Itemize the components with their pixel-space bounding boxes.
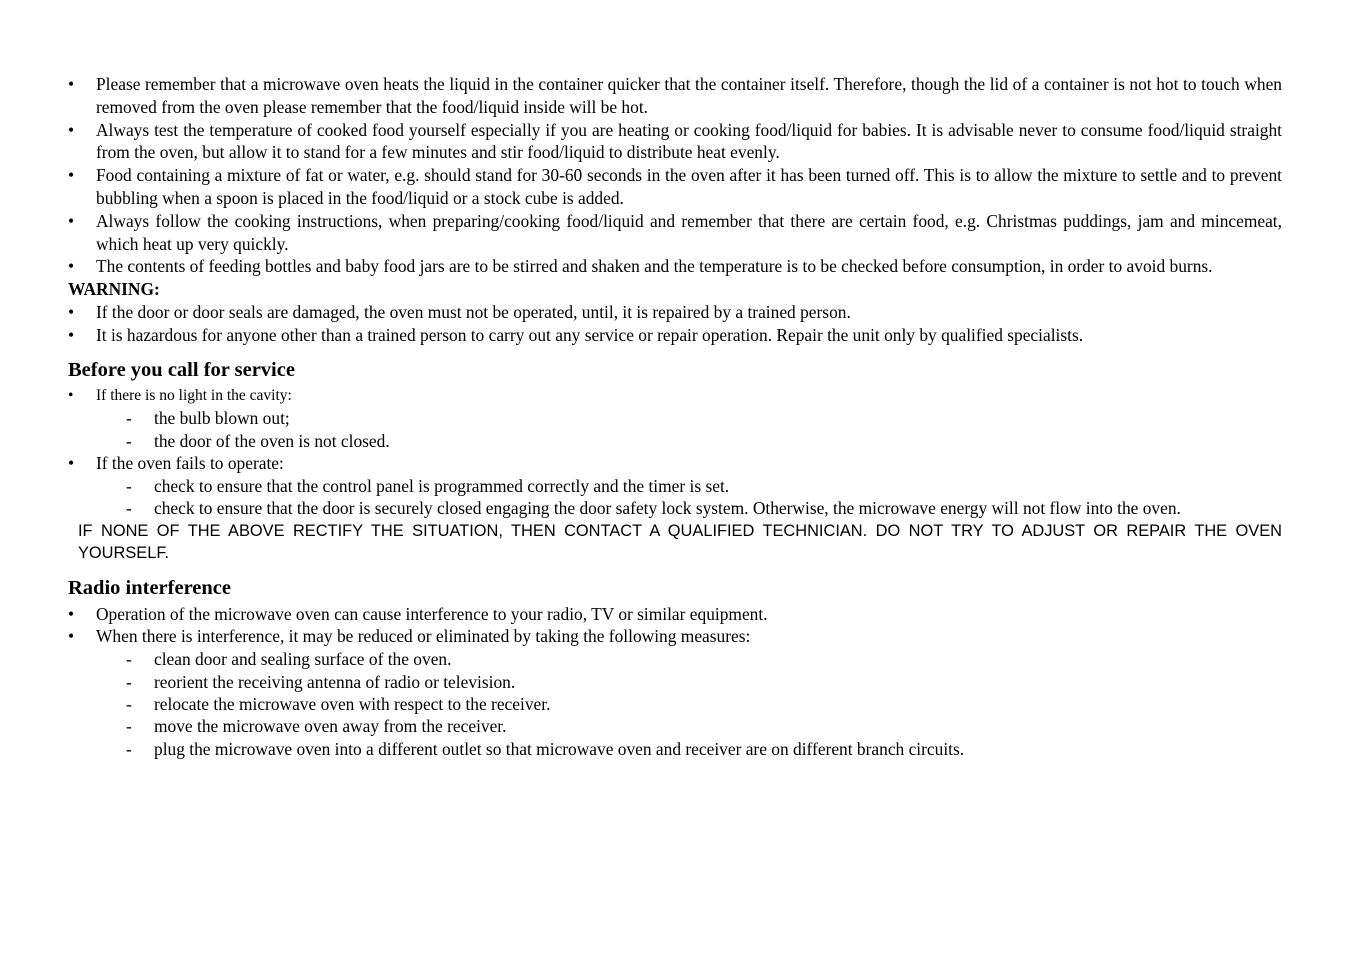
warning-label: WARNING: bbox=[68, 279, 160, 300]
bullet-text: The contents of feeding bottles and baby food jars are to be stirred and shaken and the temperature is to be checked before consumption, in order to avoid burns. bbox=[96, 256, 1213, 277]
bullet-item bbox=[68, 73, 1282, 119]
bullet-text: If there is no light in the cavity: bbox=[96, 386, 292, 404]
bullet-icon bbox=[68, 385, 80, 408]
bullet-text: Food containing a mixture of fat or water, e.g. should stand for 30-60 seconds in the oven after it has been turned off. This is to allow the mixture to settle and to prevent bubbling when a spoon is placed in the food/liquid or a stock cube is added. bbox=[96, 165, 1282, 208]
service-bullet-list bbox=[68, 452, 1282, 475]
bullet-icon bbox=[68, 301, 80, 324]
dash-icon bbox=[126, 715, 132, 737]
sub-item bbox=[126, 693, 1282, 715]
service-bullet-list bbox=[68, 385, 1282, 408]
sub-item-text: reorient the receiving antenna of radio or television. bbox=[154, 671, 516, 692]
bullet-item bbox=[68, 452, 1282, 475]
bullet-icon bbox=[68, 603, 80, 626]
bullet-item bbox=[68, 119, 1282, 165]
warning-bullet-list bbox=[68, 301, 1282, 347]
bullet-text: Always follow the cooking instructions, when preparing/cooking food/liquid and remember that there are certain food, e.g. Christmas puddings, jam and mincemeat, which heat up very quickly. bbox=[96, 210, 1282, 254]
sub-list bbox=[68, 407, 1282, 452]
bullet-icon bbox=[68, 625, 80, 648]
bullet-text: Operation of the microwave oven can cause interference to your radio, TV or similar equipment. bbox=[96, 603, 768, 624]
document-page bbox=[68, 73, 1282, 760]
dash-icon bbox=[126, 407, 132, 429]
service-heading: Before you call for service bbox=[68, 358, 295, 381]
bullet-text: It is hazardous for anyone other than a trained person to carry out any service or repair operation. Repair the unit only by qualified specialists. bbox=[96, 324, 1084, 345]
sub-item-text: check to ensure that the door is securely closed engaging the door safety lock system. Otherwise, the microwave energy will not flow into the oven. bbox=[154, 498, 1181, 519]
radio-bullet-list bbox=[68, 603, 1282, 649]
sub-item-text: clean door and sealing surface of the oven. bbox=[154, 649, 452, 670]
measures-list bbox=[68, 648, 1282, 760]
sub-item-text: move the microwave oven away from the receiver. bbox=[154, 716, 507, 737]
sub-item-text: plug the microwave oven into a different outlet so that microwave oven and receiver are on different branch circuits. bbox=[154, 738, 965, 759]
bullet-item bbox=[68, 324, 1282, 347]
dash-icon bbox=[126, 430, 132, 452]
dash-icon bbox=[126, 475, 132, 497]
dash-icon bbox=[126, 671, 132, 693]
dash-icon bbox=[126, 497, 132, 519]
bullet-item bbox=[68, 625, 1282, 648]
bullet-icon bbox=[68, 324, 80, 347]
sub-item-text: the door of the oven is not closed. bbox=[154, 430, 390, 451]
bullet-item bbox=[68, 164, 1282, 210]
sub-item bbox=[126, 715, 1282, 737]
bullet-item bbox=[68, 210, 1282, 256]
sub-item-text: relocate the microwave oven with respect to the receiver. bbox=[154, 694, 551, 714]
sub-item-text: check to ensure that the control panel is programmed correctly and the timer is set. bbox=[154, 475, 730, 496]
bullet-icon bbox=[68, 164, 80, 187]
sub-item-text: the bulb blown out; bbox=[154, 408, 290, 429]
bullet-icon bbox=[68, 119, 80, 142]
bullet-item bbox=[68, 385, 1282, 408]
sub-item bbox=[126, 648, 1282, 670]
radio-heading: Radio interference bbox=[68, 576, 231, 599]
sub-item bbox=[126, 497, 1282, 519]
bullet-icon bbox=[68, 255, 80, 278]
sub-item bbox=[126, 407, 1282, 429]
bullet-item bbox=[68, 301, 1282, 324]
bullet-icon bbox=[68, 73, 80, 96]
sub-item bbox=[126, 475, 1282, 497]
bullet-text: If the door or door seals are damaged, the oven must not be operated, until, it is repaired by a trained person. bbox=[96, 301, 851, 322]
bullet-icon bbox=[68, 452, 80, 475]
safety-bullet-list bbox=[68, 73, 1282, 278]
bullet-item bbox=[68, 255, 1282, 278]
sub-list bbox=[68, 475, 1282, 520]
dash-icon bbox=[126, 693, 132, 715]
bullet-text: When there is interference, it may be reduced or eliminated by taking the following measures: bbox=[96, 626, 751, 647]
dash-icon bbox=[126, 738, 132, 760]
technician-notice: IF NONE OF THE ABOVE RECTIFY THE SITUATION, THEN CONTACT A QUALIFIED TECHNICIAN. DO NOT TRY TO ADJUST OR REPAIR THE OVEN YOURSELF. bbox=[78, 521, 1282, 563]
bullet-item bbox=[68, 603, 1282, 626]
sub-item bbox=[126, 671, 1282, 693]
bullet-text: Please remember that a microwave oven heats the liquid in the container quicker that the container itself. Therefore, though the lid of a container is not hot to touch when removed from the oven please remember that the food/liquid inside will be hot. bbox=[96, 74, 1282, 117]
sub-item bbox=[126, 738, 1282, 760]
bullet-text: Always test the temperature of cooked food yourself especially if you are heating or cooking food/liquid for babies. It is advisable never to consume food/liquid straight from the oven, but allow it to stand for a few minutes and stir food/liquid to distribute heat evenly. bbox=[96, 119, 1282, 163]
dash-icon bbox=[126, 648, 132, 670]
bullet-text: If the oven fails to operate: bbox=[96, 453, 284, 474]
sub-item bbox=[126, 430, 1282, 452]
bullet-icon bbox=[68, 210, 80, 233]
